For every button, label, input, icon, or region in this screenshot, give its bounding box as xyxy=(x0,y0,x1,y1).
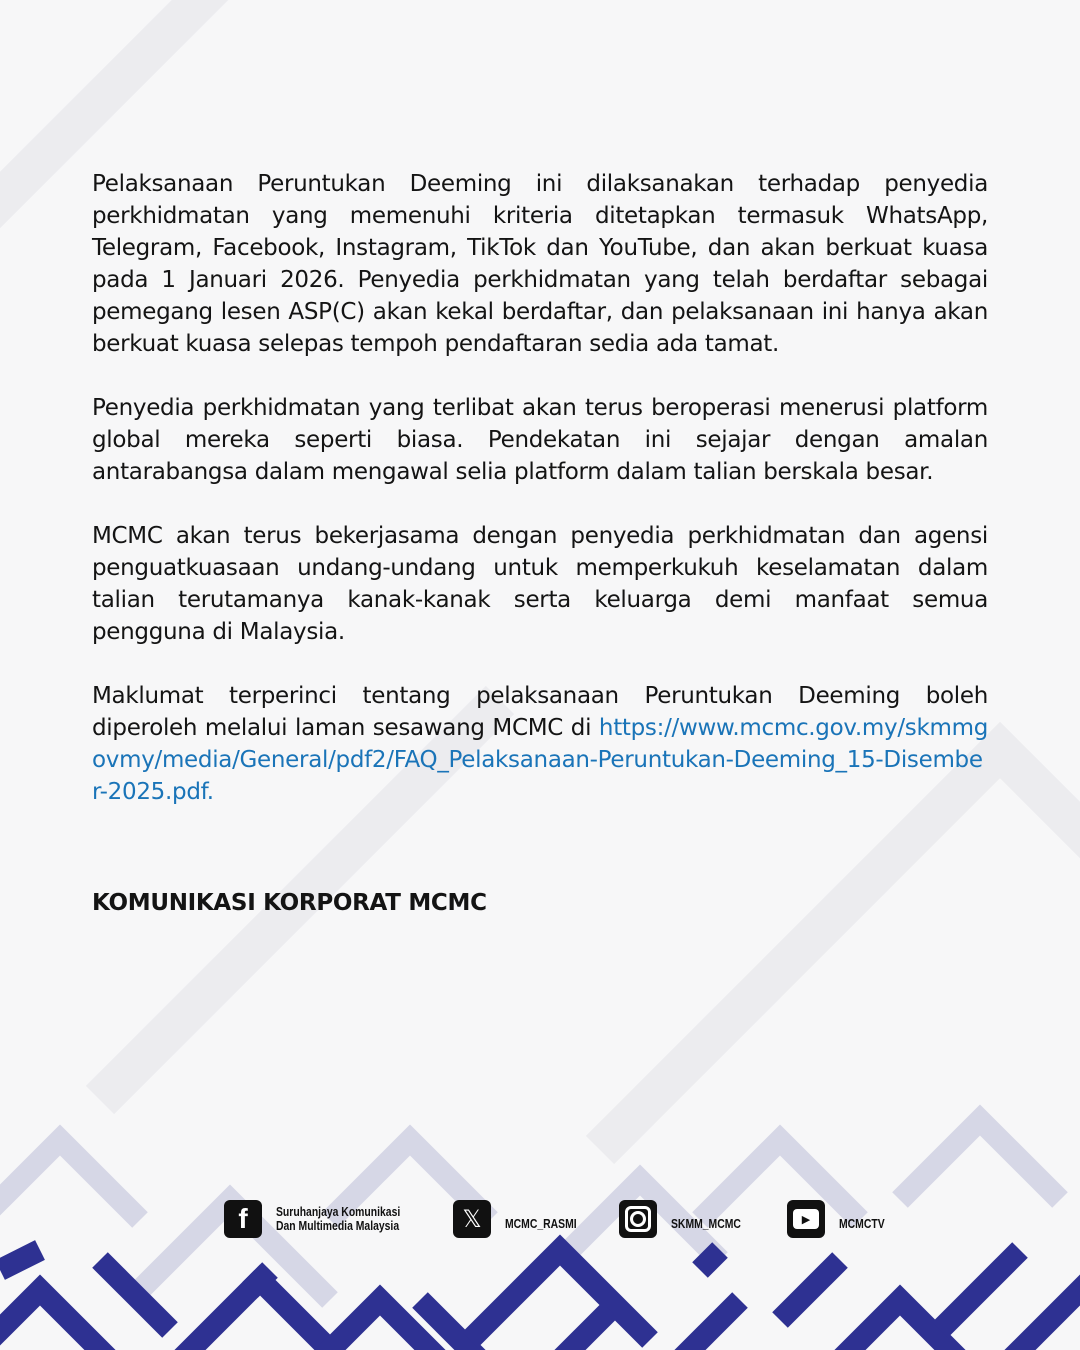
x-label: MCMC_RASMI xyxy=(505,1216,577,1231)
paragraph-2: Penyedia perkhidmatan yang terlibat akan terus beroperasi menerusi platform global mereka seperti biasa. Pendekatan ini sejajar dengan amalan antarabangsa dalam mengawal selia platform dalam talian berskala besar. xyxy=(92,395,988,485)
social-facebook[interactable] xyxy=(224,1200,431,1238)
social-media-bar xyxy=(0,1200,1080,1240)
paragraph-1: Pelaksanaan Peruntukan Deeming ini dilaksanakan terhadap penyedia perkhidmatan yang memenuhi kriteria ditetapkan termasuk WhatsApp, Telegram, Facebook, Instagram, TikTok dan YouTube, dan akan berkuat kuasa pada 1 Januari 2026. Penyedia perkhidmatan yang telah berdaftar sebagai pemegang lesen ASP(C) akan kekal berdaftar, dan pelaksanaan ini hanya akan berkuat kuasa selepas tempoh pendaftaran sedia ada tamat. xyxy=(92,171,988,357)
press-release-body xyxy=(92,168,988,840)
x-icon: 𝕏 xyxy=(453,1200,491,1238)
signature: KOMUNIKASI KORPORAT MCMC xyxy=(92,890,487,916)
paragraph-4 xyxy=(92,680,988,808)
instagram-icon xyxy=(619,1200,657,1238)
facebook-label-line1: Suruhanjaya Komunikasi xyxy=(276,1204,401,1219)
facebook-icon: f xyxy=(224,1200,262,1238)
paragraph-4-text: Maklumat terperinci tentang pelaksanaan Peruntukan Deeming boleh diperoleh melalui laman sesawang MCMC di xyxy=(92,683,988,741)
paragraph-3: MCMC akan terus bekerjasama dengan penyedia perkhidmatan dan agensi penguatkuasaan undang-undang untuk memperkukuh keselamatan dalam talian terutamanya kanak-kanak serta keluarga demi manfaat semua pengguna di Malaysia. xyxy=(92,523,988,645)
faq-link[interactable]: https://www.mcmc.gov.my/skmmgovmy/media/General/pdf2/FAQ_Pelaksanaan-Peruntukan-Deeming_15-Disember-2025.pdf. xyxy=(92,715,988,805)
youtube-label: MCMCTV xyxy=(839,1216,885,1231)
youtube-icon: ▶ xyxy=(787,1200,825,1238)
facebook-label-line2: Dan Multimedia Malaysia xyxy=(276,1218,400,1233)
instagram-label: SKMM_MCMC xyxy=(671,1216,741,1231)
social-x[interactable] xyxy=(453,1200,595,1238)
social-youtube[interactable] xyxy=(787,1200,896,1238)
social-instagram[interactable] xyxy=(619,1200,758,1238)
